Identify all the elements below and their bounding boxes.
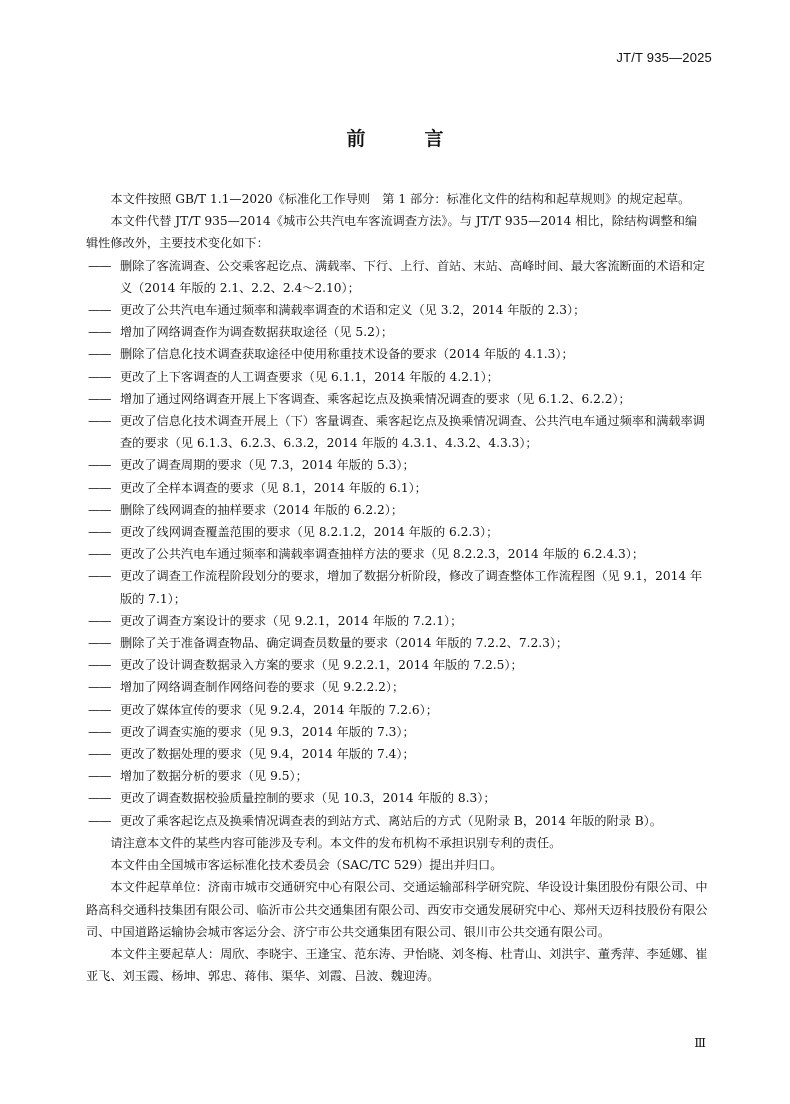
change-item-text: 增加了通过网络调查开展上下客调查、乘客起讫点及换乘情况调查的要求（见 6.1.2、6.2.2）；	[120, 391, 631, 406]
change-item	[86, 543, 708, 565]
change-item	[86, 388, 708, 410]
dash-bullet: ——	[88, 325, 111, 340]
change-item-text: 增加了网络调查制作网络问卷的要求（见 9.2.2.2）；	[120, 680, 405, 695]
change-item	[86, 743, 708, 765]
change-item	[86, 299, 708, 321]
dash-bullet: ——	[88, 347, 111, 362]
change-item	[86, 565, 708, 609]
change-item-text: 更改了调查周期的要求（见 7.3，2014 年版的 5.3）；	[120, 458, 415, 473]
change-item	[86, 454, 708, 476]
change-item	[86, 321, 708, 343]
change-item	[86, 632, 708, 654]
drafting-units: 本文件起草单位：济南市城市交通研究中心有限公司、交通运输部科学研究院、华设设计集团股份有限公司、中路高科交通科技集团有限公司、临沂市公共交通集团有限公司、西安市交通发展研究中心、郑州天迈科技股份有限公司、中国道路运输协会城市客运分会、济宁市公共交通集团有限公司、银川市公共交通有限公司。	[86, 880, 708, 939]
document-code: JT/T 935—2025	[616, 50, 712, 65]
change-item-text: 删除了线网调查的抽样要求（2014 年版的 6.2.2）；	[120, 502, 404, 517]
page-number: Ⅲ	[694, 1036, 706, 1050]
change-item-text: 增加了数据分析的要求（见 9.5）；	[120, 769, 308, 784]
change-item-text: 更改了线网调查覆盖范围的要求（见 8.2.1.2，2014 年版的 6.2.3）；	[120, 525, 499, 540]
page-title: 前 言	[346, 128, 464, 150]
dash-bullet: ——	[88, 613, 111, 628]
foreword-body	[86, 188, 708, 987]
drafters: 本文件主要起草人：周欣、李晓宇、王逢宝、范东涛、尹怡晓、刘冬梅、杜青山、刘洪宇、董秀萍、李延娜、崔亚飞、刘玉霞、杨坤、郭忠、蒋伟、渠华、刘霞、吕波、魏迎涛。	[86, 946, 708, 984]
change-item-text: 更改了上下客调查的人工调查要求（见 6.1.1，2014 年版的 4.2.1）；	[120, 369, 499, 384]
changes-list	[86, 255, 708, 832]
change-item-text: 更改了全样本调查的要求（见 8.1，2014 年版的 6.1）；	[120, 480, 427, 495]
change-item	[86, 787, 708, 809]
patent-notice: 请注意本文件的某些内容可能涉及专利。本文件的发布机构不承担识别专利的责任。	[110, 835, 562, 850]
change-item	[86, 499, 708, 521]
change-item	[86, 654, 708, 676]
change-item-text: 删除了关于准备调查物品、确定调查员数量的要求（2014 年版的 7.2.2、7.2.3）；	[120, 636, 569, 651]
change-item	[86, 610, 708, 632]
dash-bullet: ——	[88, 458, 111, 473]
dash-bullet: ——	[88, 369, 111, 384]
dash-bullet: ——	[88, 569, 111, 584]
change-item-text: 更改了数据处理的要求（见 9.4，2014 年版的 7.4）；	[120, 747, 415, 762]
change-item	[86, 343, 708, 365]
proposer-statement: 本文件由全国城市客运标准化技术委员会（SAC/TC 529）提出并归口。	[110, 858, 503, 873]
change-item-text: 更改了调查工作流程阶段划分的要求，增加了数据分析阶段，修改了调查整体工作流程图（见 9.1，2014 年版的 7.1）；	[120, 569, 703, 606]
dash-bullet: ——	[88, 258, 111, 273]
dash-bullet: ——	[88, 702, 111, 717]
dash-bullet: ——	[88, 414, 111, 429]
change-item-text: 更改了调查实施的要求（见 9.3，2014 年版的 7.3）；	[120, 724, 415, 739]
change-item	[86, 366, 708, 388]
dash-bullet: ——	[88, 391, 111, 406]
change-item-text: 更改了公共汽电车通过频率和满载率调查抽样方法的要求（见 8.2.2.3，2014 年版的 6.2.4.3）；	[120, 547, 645, 562]
change-item-text: 增加了网络调查作为调查数据获取途径（见 5.2）；	[120, 325, 394, 340]
change-item	[86, 255, 708, 299]
change-item-text: 更改了调查方案设计的要求（见 9.2.1，2014 年版的 7.2.1）；	[120, 613, 463, 628]
dash-bullet: ——	[88, 547, 111, 562]
intro-paragraph-1: 本文件按照 GB/T 1.1—2020《标准化工作导则 第 1 部分：标准化文件的结构和起草规则》的规定起草。	[110, 192, 691, 206]
dash-bullet: ——	[88, 502, 111, 517]
dash-bullet: ——	[88, 480, 111, 495]
change-item	[86, 810, 708, 832]
dash-bullet: ——	[88, 769, 111, 784]
change-item-text: 更改了设计调查数据录入方案的要求（见 9.2.2.1，2014 年版的 7.2.5）；	[120, 658, 523, 673]
change-item-text: 更改了信息化技术调查开展上（下）客量调查、乘客起讫点及换乘情况调查、公共汽电车通过频率和满载率调查的要求（见 6.1.3、6.2.3、6.3.2，2014 年版的 4.3.1、4.3.2、4.3.3）；	[120, 414, 705, 451]
change-item-text: 更改了公共汽电车通过频率和满载率调查的术语和定义（见 3.2，2014 年版的 2.3）；	[120, 303, 586, 318]
dash-bullet: ——	[88, 525, 111, 540]
dash-bullet: ——	[88, 747, 111, 762]
dash-bullet: ——	[88, 791, 111, 806]
dash-bullet: ——	[88, 724, 111, 739]
dash-bullet: ——	[88, 680, 111, 695]
change-item	[86, 721, 708, 743]
dash-bullet: ——	[88, 303, 111, 318]
change-item-text: 更改了调查数据校验质量控制的要求（见 10.3，2014 年版的 8.3）；	[120, 791, 496, 806]
change-item	[86, 521, 708, 543]
dash-bullet: ——	[88, 636, 111, 651]
change-item	[86, 676, 708, 698]
change-item	[86, 765, 708, 787]
dash-bullet: ——	[88, 658, 111, 673]
intro-paragraph-2: 本文件代替 JT/T 935—2014《城市公共汽电车客流调查方法》。与 JT/T 935—2014 相比，除结构调整和编辑性修改外，主要技术变化如下：	[86, 214, 698, 251]
dash-bullet: ——	[88, 813, 111, 828]
change-item-text: 更改了乘客起讫点及换乘情况调查表的到站方式、离站后的方式（见附录 B，2014 年版的附录 B）。	[120, 813, 662, 828]
change-item	[86, 477, 708, 499]
change-item-text: 更改了媒体宣传的要求（见 9.2.4，2014 年版的 7.2.6）；	[120, 702, 438, 717]
change-item	[86, 410, 708, 454]
change-item-text: 删除了客流调查、公交乘客起讫点、满载率、下行、上行、首站、末站、高峰时间、最大客流断面的术语和定义（2014 年版的 2.1、2.2、2.4～2.10）；	[120, 258, 705, 295]
change-item	[86, 699, 708, 721]
change-item-text: 删除了信息化技术调查获取途径中使用称重技术设备的要求（2014 年版的 4.1.3）；	[120, 347, 574, 362]
